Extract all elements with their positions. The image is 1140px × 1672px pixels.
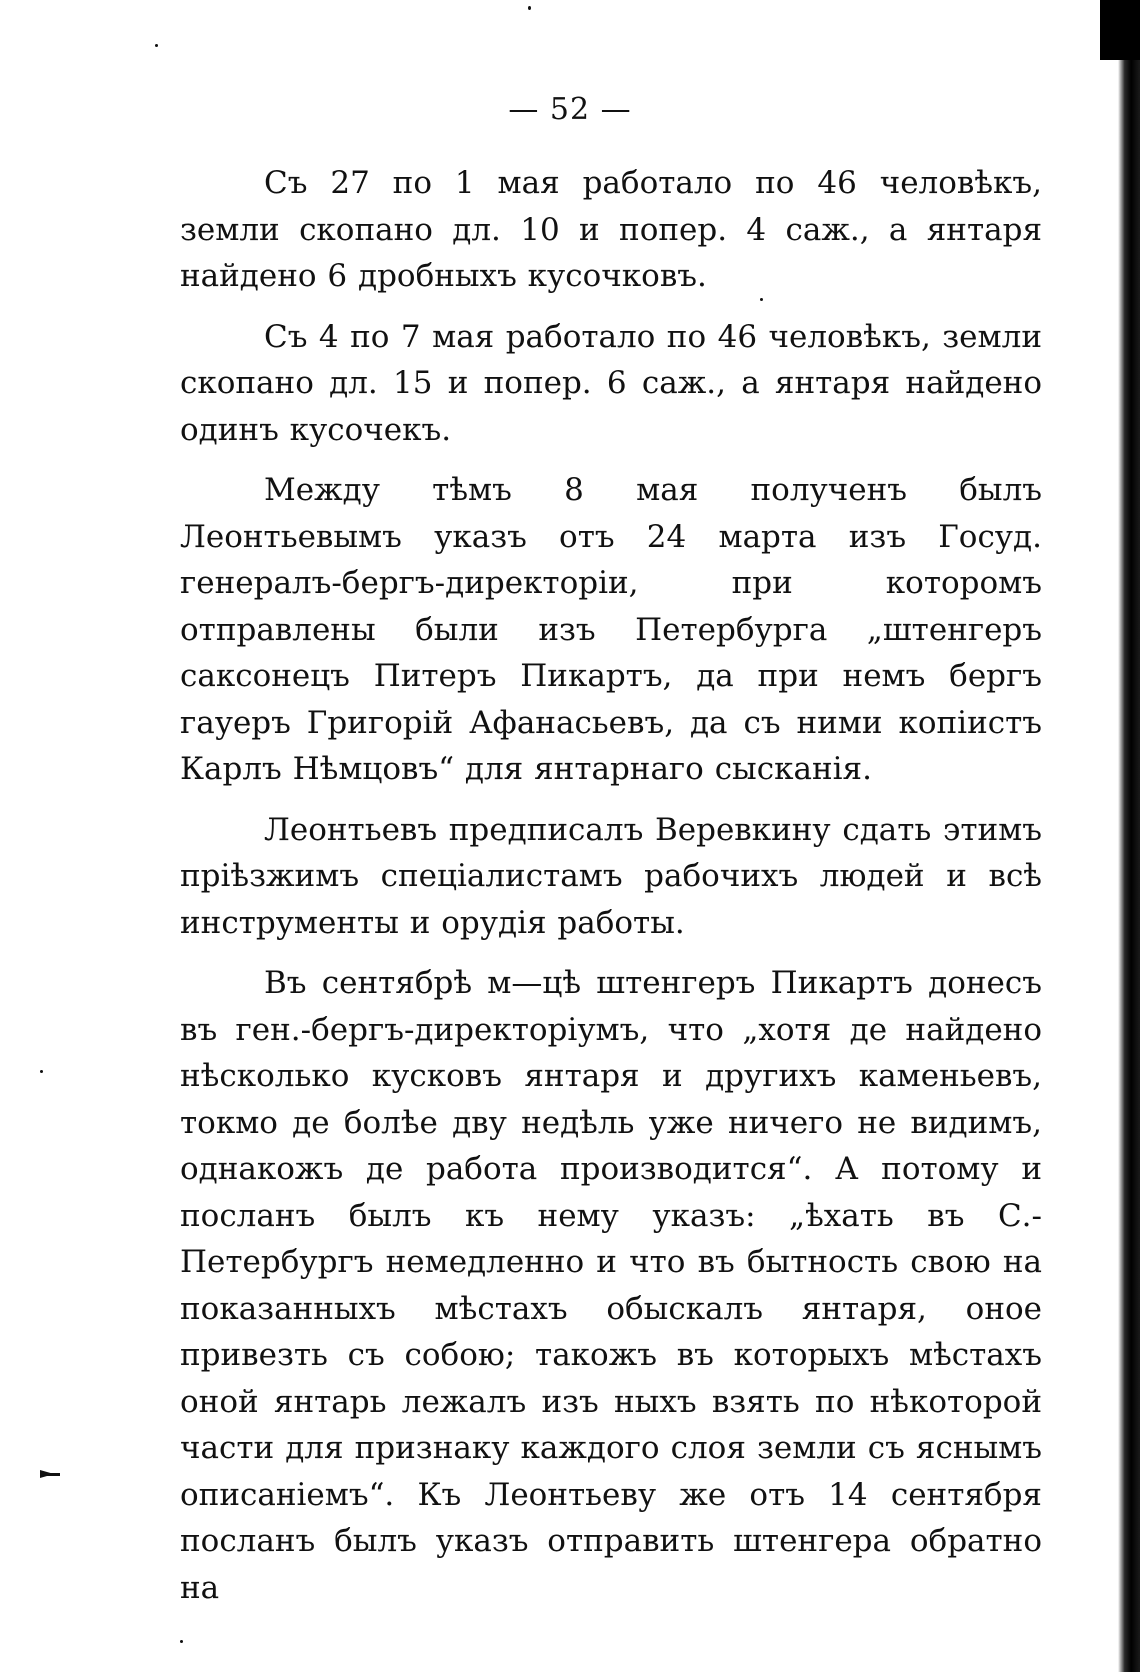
margin-mark-icon	[40, 1468, 60, 1480]
speck	[155, 44, 158, 47]
body-text	[180, 160, 1042, 1625]
page-number: — 52 —	[508, 92, 632, 127]
paragraph-1: Съ 27 по 1 мая работало по 46 человѣкъ, земли скопано дл. 10 и попер. 4 саж., а янтаря найдено 6 дробныхъ кусочковъ.	[180, 165, 1042, 294]
page-edge-dark-corner	[1100, 0, 1140, 60]
paragraph-2: Съ 4 по 7 мая работало по 46 человѣкъ, земли скопано дл. 15 и попер. 6 саж., а янтаря найдено одинъ кусочекъ.	[180, 318, 1042, 448]
speck	[40, 1070, 43, 1073]
paragraph-5: Въ сентябрѣ м—цѣ штенгеръ Пикартъ донесъ въ ген.-бергъ-директоріумъ, что „хотя де найдено нѣсколько кусковъ янтаря и другихъ каменьевъ, токмо де болѣе дву недѣль уже ничего не видимъ, однакожъ де работа производится“. А потому и посланъ былъ къ нему указъ: „ѣхать въ С.-Петербургъ немедленно и что въ бытность свою на показанныхъ мѣстахъ обыскалъ янтаря, оное привезть съ собою; такожъ въ которыхъ мѣстахъ оной янтарь лежалъ изъ ныхъ взять по нѣкоторой части для признаку каждого слоя земли съ яснымъ описаніемъ“. Къ Леонтьеву же отъ 14 сентября посланъ былъ указъ отправить штенгера обратно на	[180, 965, 1042, 1606]
page-edge-shadow	[1118, 0, 1140, 1672]
speck	[760, 298, 763, 301]
paragraph-3: Между тѣмъ 8 мая полученъ былъ Леонтьевымъ указъ отъ 24 марта изъ Госуд. генералъ-бергъ-директоріи, при которомъ отправлены были изъ Петербурга „штенгеръ саксонецъ Питеръ Пикартъ, да при немъ бергъ гауеръ Григорій Афанасьевъ, да съ ними копіистъ Карлъ Нѣмцовъ“ для янтарнаго сысканія.	[180, 472, 1042, 787]
paragraph-4: Леонтьевъ предписалъ Веревкину сдать этимъ пріѣзжимъ спеціалистамъ рабочихъ людей и всѣ инструменты и орудія работы.	[180, 811, 1042, 941]
speck	[528, 6, 531, 10]
speck	[180, 1640, 183, 1643]
